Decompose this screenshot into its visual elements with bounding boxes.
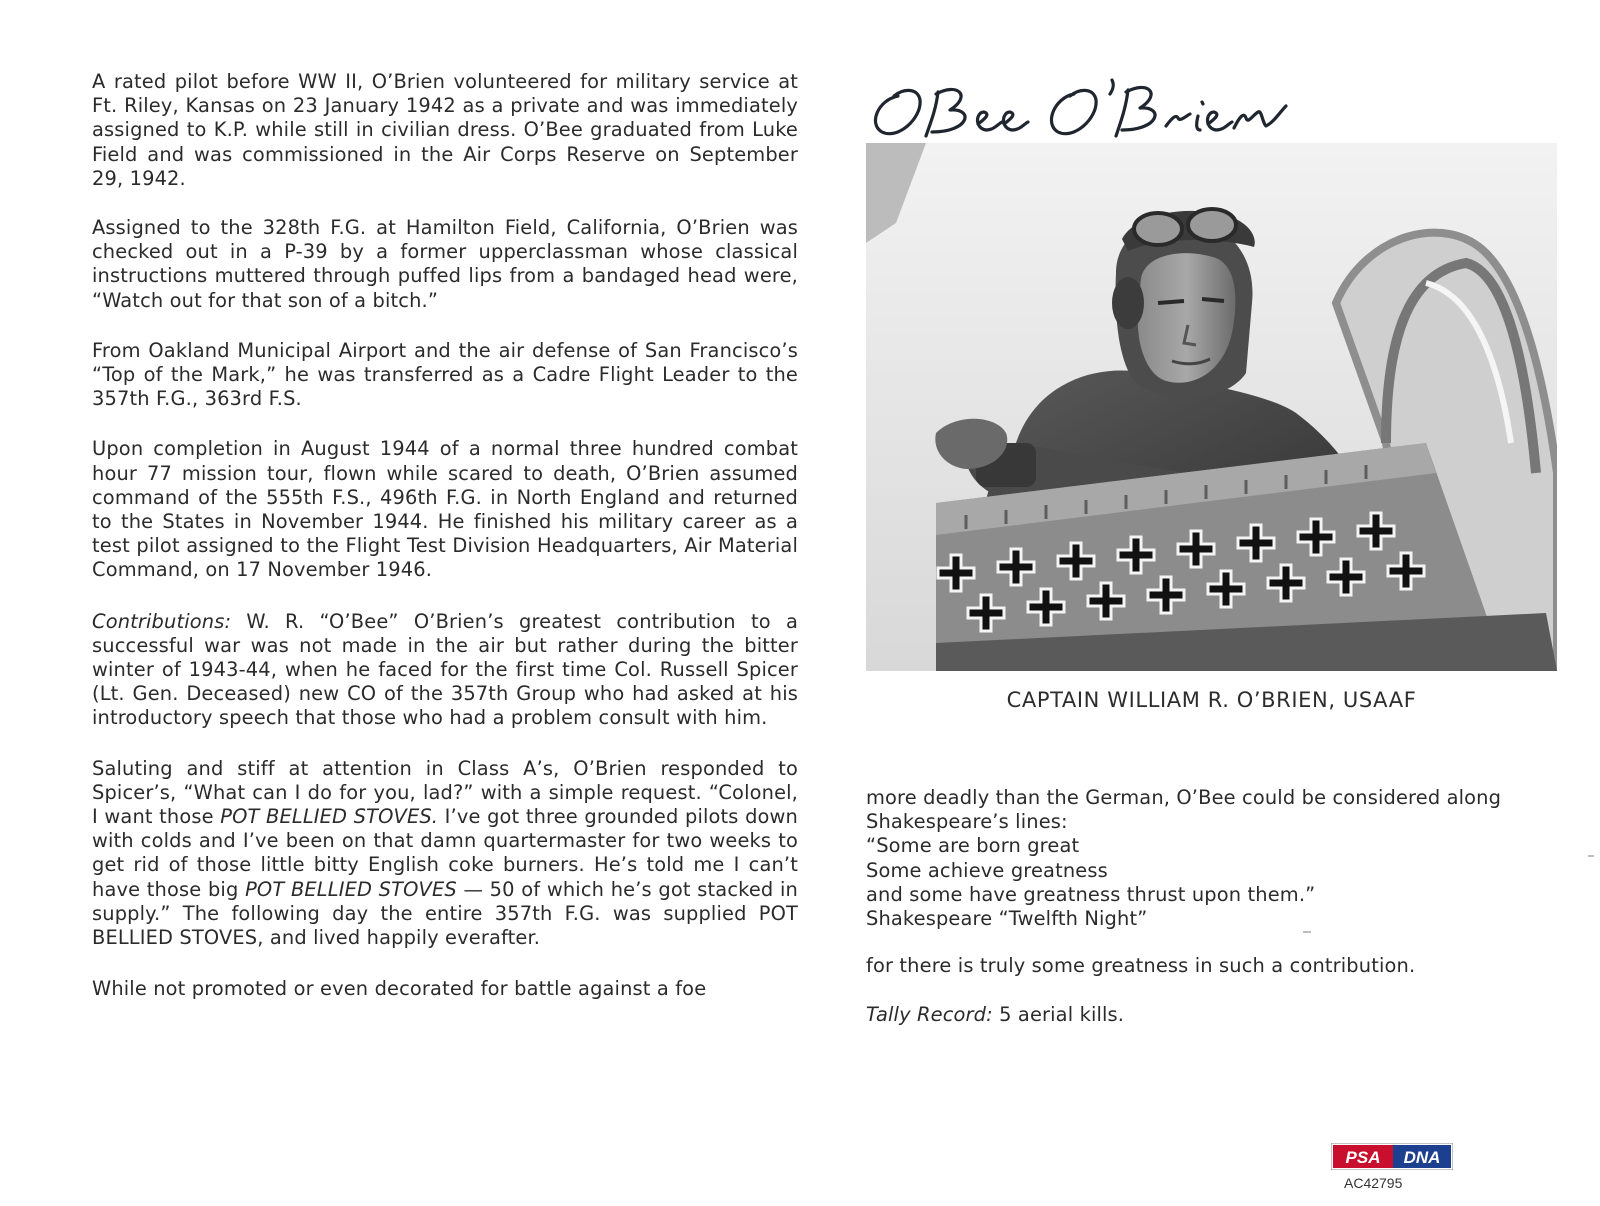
scan-speck <box>1588 855 1594 857</box>
greatness-paragraph: for there is truly some greatness in such a contribution. <box>866 954 1416 978</box>
photo-caption: CAPTAIN WILLIAM R. O’BRIEN, USAAF <box>1006 688 1417 712</box>
quote-line-2: Some achieve greatness <box>866 858 1108 882</box>
bio-paragraph-7: While not promoted or even decorated for battle against a foe <box>92 977 707 1001</box>
dna-logo-text: DNA <box>1403 1148 1441 1167</box>
bio-paragraph-2: Assigned to the 328th F.G. at Hamilton Field, California, O’Brien was checked out in a P-39 by a former upperclassman whose classical instructions muttered through puffed lips from a bandaged head were, “Watch out for that son of a bitch.” <box>92 216 798 312</box>
right-text-column <box>866 786 1566 1028</box>
quote-line-3: and some have greatness thrust upon them.” <box>866 882 1316 906</box>
quote-line-1: “Some are born great <box>866 834 1080 858</box>
stoves-text-b: I’ve got three grounded pilots down with colds and I’ve been on that damn quartermaster for two weeks to get rid of those little bitty English coke burners. He’s told me I can’t have those big <box>92 805 798 901</box>
quote-attribution: Shakespeare “Twelfth Night” <box>866 907 1148 931</box>
bio-paragraph-3: From Oakland Municipal Airport and the air defense of San Francisco’s “Top of the Mark,” he was transferred as a Cadre Flight Leader to the 357th F.G., 363rd F.S. <box>92 338 798 411</box>
stoves-text-a: Saluting and stiff at attention in Class A’s, O’Brien responded to Spicer’s, “What can I do for you, lad?” with a simple request. “Colonel, I want those <box>92 756 798 829</box>
stoves-emphasis-1: POT BELLIED STOVES. <box>220 805 439 829</box>
scan-speck <box>1303 931 1311 933</box>
continuation-paragraph: more deadly than the German, O’Bee could be considered along Shakespeare’s lines: <box>866 786 1502 834</box>
tally-record <box>866 1003 1566 1027</box>
pilot-cockpit-photo <box>866 143 1557 671</box>
bio-paragraph-1: A rated pilot before WW II, O’Brien volunteered for military service at Ft. Riley, Kansas on 23 January 1942 as a private and was immediately assigned to K.P. while still in civilian dress. O’Bee graduated from Luke Field and was commissioned in the Air Corps Reserve on September 29, 1942. <box>92 70 798 190</box>
contributions-label: Contributions: <box>92 609 232 633</box>
stoves-paragraph <box>92 757 798 951</box>
contributions-paragraph <box>92 610 798 731</box>
stoves-emphasis-2: POT BELLIED STOVES <box>245 877 457 901</box>
certificate-number: AC42795 <box>1344 1175 1403 1191</box>
psa-logo-text: PSA <box>1345 1148 1381 1167</box>
stoves-text-c: — 50 of which he’s got stacked in supply.” The following day the entire 357th F.G. was supplied POT BELLIED STOVES, and lived happily everafter. <box>92 877 798 950</box>
contributions-text: W. R. “O’Bee” O’Brien’s greatest contribution to a successful war was not made in the air but rather during the bitter winter of 1943-44, when he faced for the first time Col. Russell Spicer (Lt. Gen. Deceased) new CO of the 357th Group who had asked at his introductory speech that those who had a problem consult with him. <box>92 609 798 730</box>
tally-label: Tally Record: <box>866 1003 993 1027</box>
left-text-column <box>92 70 798 1026</box>
tally-value: 5 aerial kills. <box>992 1003 1125 1027</box>
psa-dna-logo <box>1331 1143 1453 1170</box>
bio-paragraph-4: Upon completion in August 1944 of a normal three hundred combat hour 77 mission tour, flown while scared to death, O’Brien assumed command of the 555th F.S., 496th F.G. in North England and returned to the States in November 1944. He finished his military career as a test pilot assigned to the Flight Test Division Headquarters, Air Material Command, on 17 November 1946. <box>92 437 798 582</box>
